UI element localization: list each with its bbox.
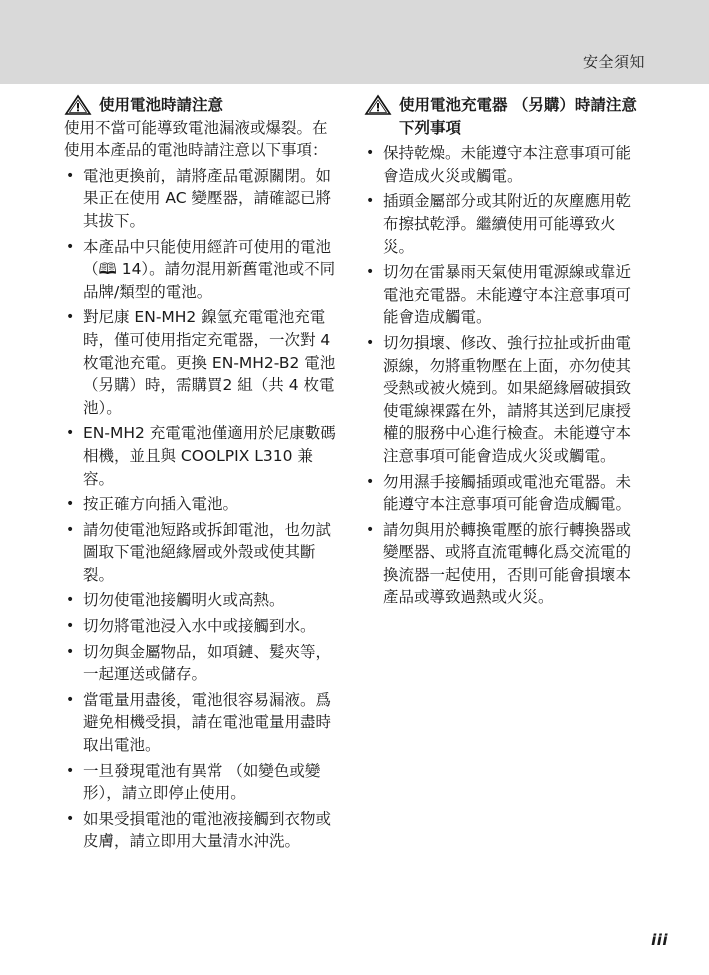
list-item: • 當電量用盡後，電池很容易漏液。爲避免相機受損，請在電池電量用盡時取出電池。 [66, 690, 332, 755]
charger-section-heading [364, 94, 646, 139]
warning-triangle-icon [64, 94, 92, 116]
list-item: • 切勿在雷暴雨天氣使用電源線或靠近電池充電器。未能遵守本注意事項可能會造成觸電。 [366, 263, 632, 327]
list-item: • 請勿與用於轉換電壓的旅行轉換器或變壓器、或將直流電轉化爲交流電的換流器一起使用，否則可能會損壞本產品或導致過熱或火災。 [366, 520, 632, 607]
list-item: • 按正確方向插入電池。 [66, 495, 239, 514]
list-item: • 勿用濕手接觸插頭或電池充電器。未能遵守本注意事項可能會造成觸電。 [366, 472, 632, 514]
list-item: • EN-MH2 充電電池僅適用於尼康數碼相機，並且與 COOLPIX L310 兼容。 [66, 424, 336, 488]
page-number: iii [651, 931, 668, 949]
battery-intro: 使用不當可能導致電池漏液或爆裂。在使用本產品的電池時請注意以下事項： [64, 118, 328, 160]
list-item: • 電池更換前，請將產品電源關閉。如果正在使用 AC 變壓器，請確認已將其拔下。 [66, 166, 332, 230]
charger-precautions-list [364, 142, 646, 609]
list-item: • 對尼康 EN-MH2 鎳氫充電電池充電時，僅可使用指定充電器，一次對 4 枚電池充電。更換 EN-MH2-B2 電池 （另購）時，需購買2 組（共 4 枚電池）。 [66, 308, 336, 417]
battery-precautions-list [64, 165, 342, 853]
header-band [0, 0, 709, 84]
list-item: • 請勿使電池短路或拆卸電池，也勿試圖取下電池絕緣層或外殼或使其斷裂。 [66, 520, 332, 584]
list-item: • 一旦發現電池有異常 （如變色或變形），請立即停止使用。 [66, 761, 321, 803]
section-title: 安全須知 [582, 53, 645, 71]
heading-text: 使用電池充電器 （另購）時請注意下列事項 [399, 96, 637, 137]
battery-section-heading [64, 94, 342, 117]
heading-text: 使用電池時請注意 [99, 96, 224, 114]
list-item: • 切勿與金屬物品，如項鏈、髮夾等，一起運送或儲存。 [66, 642, 332, 684]
list-item: • 插頭金屬部分或其附近的灰塵應用乾布擦拭乾淨。繼續使用可能導致火災。 [366, 192, 632, 256]
list-item: • 如果受損電池的電池液接觸到衣物或皮膚，請立即用大量清水沖洗。 [66, 809, 332, 851]
list-item: • 本產品中只能使用經許可使用的電池（🕮 14）。請勿混用新舊電池或不同品牌/類型的電池。 [66, 237, 336, 301]
list-item: • 切勿損壞、修改、強行拉扯或折曲電源線，勿將重物壓在上面，亦勿使其受熱或被火燒到。如果絕緣層破損致使電線裸露在外，請將其送到尼康授權的服務中心進行檢查。未能遵守本注意事項可能會造成火災或觸電。 [366, 333, 632, 465]
warning-triangle-icon [364, 94, 392, 116]
list-item: • 切勿將電池浸入水中或接觸到水。 [66, 617, 316, 636]
list-item: • 保持乾燥。未能遵守本注意事項可能會造成火災或觸電。 [366, 144, 632, 185]
left-column [64, 94, 342, 853]
right-column [364, 94, 646, 609]
list-item: • 切勿使電池接觸明火或高熱。 [66, 591, 285, 610]
